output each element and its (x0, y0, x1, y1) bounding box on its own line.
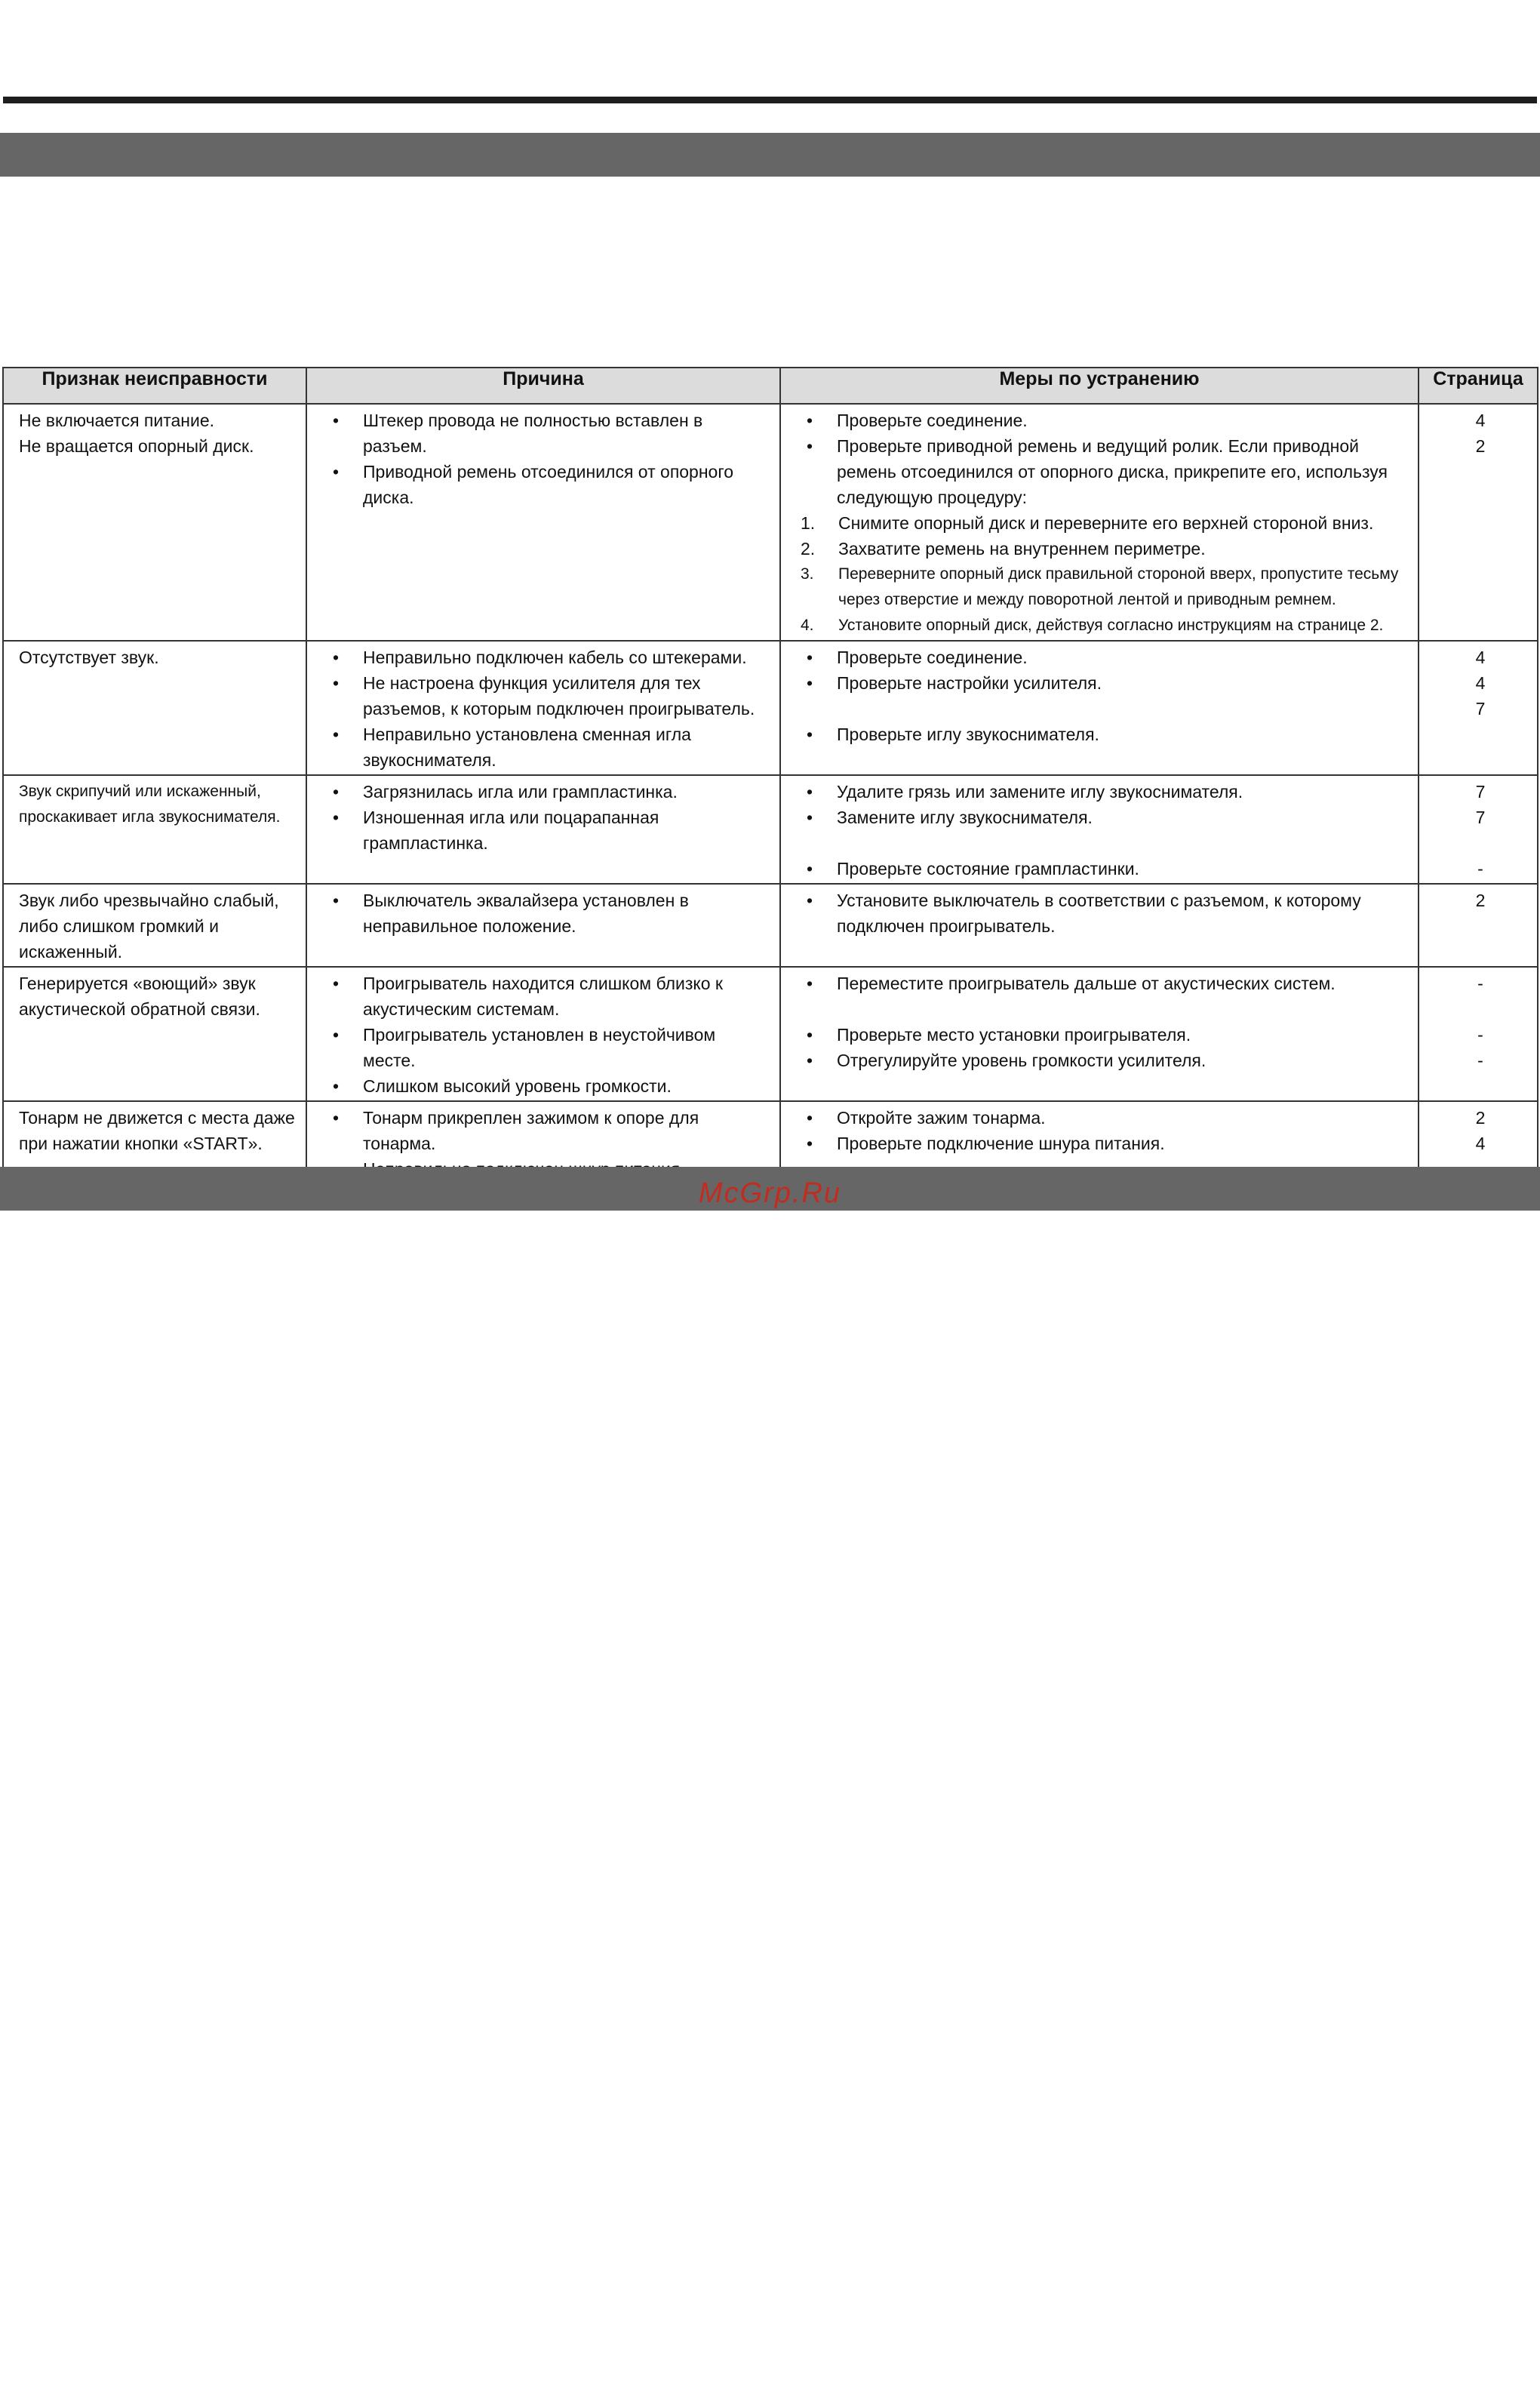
page-ref: - (1477, 1051, 1483, 1070)
page-ref: 4 (1475, 1134, 1486, 1153)
table-row (3, 967, 1538, 1101)
remedy-item: • Удалите грязь или замените иглу звукоснимателя. (796, 779, 1407, 805)
step-number: 2. (801, 539, 816, 559)
page-ref: 7 (1475, 699, 1486, 719)
cause-cell (306, 641, 780, 775)
remedy-item: • Отрегулируйте уровень громкости усилителя. (796, 1048, 1407, 1073)
remedy-item: • Проверьте соединение. (796, 408, 1407, 433)
header-symptom: Признак неисправности (3, 368, 306, 404)
remedy-item: • Проверьте подключение шнура питания. (796, 1131, 1407, 1156)
step-number: 1. (801, 513, 816, 533)
step-text: Захватите ремень на внутреннем периметре. (838, 539, 1206, 559)
cause-cell (306, 967, 780, 1101)
symptom-cell (3, 967, 306, 1101)
remedy-item: • Проверьте место установки проигрывателя. (796, 1022, 1407, 1048)
procedure-step (796, 536, 1407, 562)
table-row (3, 641, 1538, 775)
remedy-item: • Проверьте соединение. (796, 645, 1407, 670)
page-ref: - (1477, 974, 1483, 993)
page-ref: 4 (1475, 648, 1486, 667)
spacer (1434, 830, 1526, 856)
page-ref: 2 (1475, 436, 1486, 456)
page-cell (1419, 884, 1538, 967)
spacer (796, 996, 1407, 1022)
symptom-cell (3, 404, 306, 641)
cause-item: • Не настроена функция усилителя для тех разъемов, к которым подключен проигрыватель. (322, 670, 769, 722)
page-ref: 7 (1475, 808, 1486, 827)
page-ref: - (1477, 1025, 1483, 1045)
page-ref: 4 (1475, 411, 1486, 430)
symptom-cell (3, 641, 306, 775)
spacer (796, 696, 1407, 722)
page-ref: 2 (1475, 1108, 1486, 1128)
symptom-text: Звук либо чрезвычайно слабый, либо слишком громкий и искаженный. (19, 891, 279, 962)
header-page: Страница (1419, 368, 1538, 404)
symptom-cell (3, 775, 306, 884)
cause-item: • Выключатель эквалайзера установлен в неправильное положение. (322, 888, 769, 939)
cause-item: • Приводной ремень отсоединился от опорного диска. (322, 459, 769, 510)
step-number: 4. (801, 617, 814, 634)
remedy-item: • Переместите проигрыватель дальше от акустических систем. (796, 971, 1407, 996)
procedure-step (796, 510, 1407, 536)
step-text: Установите опорный диск, действуя согласно инструкциям на странице 2. (838, 617, 1384, 634)
cause-item: • Проигрыватель находится слишком близко к акустическим системам. (322, 971, 769, 1022)
table-row (3, 404, 1538, 641)
step-text: Переверните опорный диск правильной стороной вверх, пропустите тесьму через отверстие и между поворотной лентой и приводным ремнем. (838, 565, 1399, 608)
cause-item: • Изношенная игла или поцарапанная грампластинка. (322, 805, 769, 856)
table-header-row (3, 368, 1538, 404)
remedy-cell (780, 404, 1419, 641)
procedure-step (796, 613, 1407, 639)
page-cell (1419, 967, 1538, 1101)
page-ref: 4 (1475, 673, 1486, 693)
header-cause: Причина (306, 368, 780, 404)
remedy-cell (780, 775, 1419, 884)
cause-item: • Неправильно подключен кабель со штекерами. (322, 645, 769, 670)
top-rule (3, 97, 1537, 103)
spacer (1434, 996, 1526, 1022)
troubleshooting-table (2, 367, 1538, 1185)
cause-cell (306, 775, 780, 884)
step-text: Снимите опорный диск и переверните его верхней стороной вниз. (838, 513, 1374, 533)
step-number: 3. (801, 565, 814, 583)
page-cell (1419, 641, 1538, 775)
symptom-text: Звук скрипучий или искаженный, проскакивает игла звукоснимателя. (19, 783, 281, 826)
symptom-text: Не включается питание. (19, 411, 215, 430)
header-remedy: Меры по устранению (780, 368, 1419, 404)
symptom-text: Не вращается опорный диск. (19, 436, 254, 456)
procedure-step (796, 562, 1407, 613)
page-ref: 2 (1475, 891, 1486, 910)
remedy-item: • Проверьте иглу звукоснимателя. (796, 722, 1407, 747)
cause-cell (306, 404, 780, 641)
cause-item: • Проигрыватель установлен в неустойчивом месте. (322, 1022, 769, 1073)
cause-item: • Слишком высокий уровень громкости. (322, 1073, 769, 1099)
table-row (3, 884, 1538, 967)
spacer (796, 830, 1407, 856)
cause-cell (306, 884, 780, 967)
watermark: McGrp.Ru (698, 1177, 842, 1209)
remedy-item: • Проверьте приводной ремень и ведущий ролик. Если приводной ремень отсоединился от опорного диска, прикрепите его, используя следующую процедуру: (796, 433, 1407, 510)
table-row (3, 775, 1538, 884)
remedy-item: • Установите выключатель в соответствии с разъемом, к которому подключен проигрыватель. (796, 888, 1407, 939)
page-cell (1419, 775, 1538, 884)
remedy-item: • Замените иглу звукоснимателя. (796, 805, 1407, 830)
remedy-item: • Проверьте настройки усилителя. (796, 670, 1407, 696)
remedy-cell (780, 884, 1419, 967)
cause-item: • Штекер провода не полностью вставлен в разъем. (322, 408, 769, 459)
symptom-cell (3, 884, 306, 967)
cause-item: • Загрязнилась игла или грампластинка. (322, 779, 769, 805)
page-ref: 7 (1475, 782, 1486, 802)
symptom-text: Отсутствует звук. (19, 648, 159, 667)
header-band (0, 133, 1540, 177)
remedy-cell (780, 967, 1419, 1101)
page-ref: - (1477, 859, 1483, 879)
remedy-cell (780, 641, 1419, 775)
symptom-text: Тонарм не движется с места даже при нажатии кнопки «START». (19, 1108, 295, 1153)
cause-item: • Тонарм прикреплен зажимом к опоре для тонарма. (322, 1105, 769, 1156)
symptom-text: Генерируется «воющий» звук акустической обратной связи. (19, 974, 260, 1019)
remedy-item: • Откройте зажим тонарма. (796, 1105, 1407, 1131)
page-cell (1419, 404, 1538, 641)
cause-item: • Неправильно установлена сменная игла звукоснимателя. (322, 722, 769, 773)
remedy-item: • Проверьте состояние грампластинки. (796, 856, 1407, 882)
